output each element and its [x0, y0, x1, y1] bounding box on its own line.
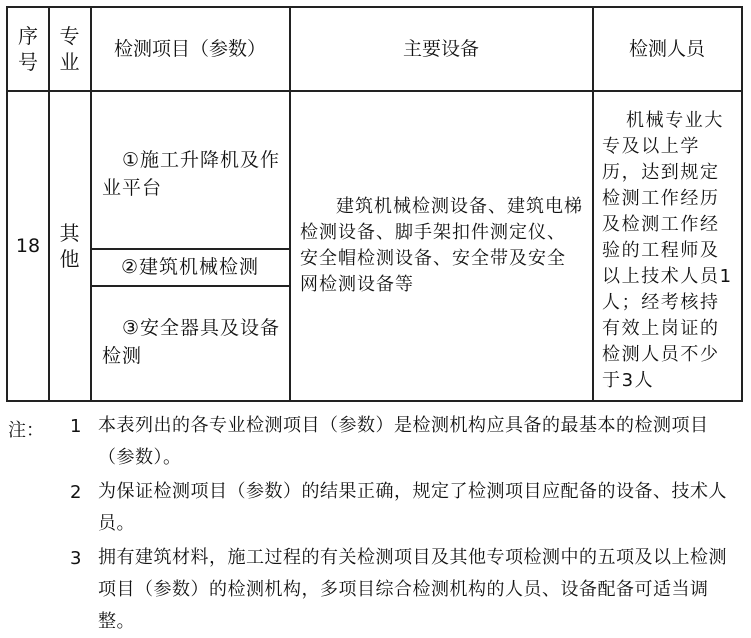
- header-major: [49, 8, 90, 90]
- row-major: [49, 91, 90, 400]
- item-2: ②建筑机械检测: [120, 256, 260, 278]
- header-equipment: 主要设备: [402, 38, 479, 60]
- row-seq: 18: [15, 234, 41, 257]
- note-text: 为保证检测项目（参数）的结果正确，规定了检测项目应配备的设备、技术人员。: [98, 481, 727, 534]
- item-3: ③安全器具及设备检测: [102, 317, 281, 367]
- note-text: 本表列出的各专业检测项目（参数）是检测机构应具备的最基本的检测项目（参数）。: [98, 415, 709, 468]
- row-major-char: 其: [59, 220, 80, 245]
- row-major-char: 他: [59, 246, 80, 271]
- equipment-staff-table: [6, 6, 743, 402]
- header-major-char: 业: [59, 50, 80, 74]
- header-seq-char: 号: [18, 50, 38, 74]
- header-staff: 检测人员: [628, 38, 705, 60]
- header-major-char: 专: [59, 24, 80, 48]
- header-seq: [8, 8, 48, 90]
- notes-label: 注：: [8, 420, 44, 441]
- header-seq-char: 序: [18, 24, 38, 48]
- note-number: 2: [70, 482, 82, 503]
- row-staff: 机械专业大专及以上学历，达到规定检测工作经历及检测工作经验的工程师及以上技术人员1人；经考核持有效上岗证的检测人员不少于3人: [602, 110, 733, 391]
- note-number: 3: [70, 548, 82, 569]
- note-number: 1: [70, 416, 82, 437]
- header-item: 检测项目（参数）: [113, 38, 266, 60]
- row-equipment: 建筑机械检测设备、建筑电梯检测设备、脚手架扣件测定仪、安全帽检测设备、安全带及安全网检测设备等: [300, 195, 583, 295]
- item-1: ①施工升降机及作业平台: [102, 149, 281, 199]
- note-text: 拥有建筑材料，施工过程的有关检测项目及其他专项检测中的五项及以上检测项目（参数）的检测机构，多项目综合检测机构的人员、设备配备可适当调整。: [98, 547, 727, 632]
